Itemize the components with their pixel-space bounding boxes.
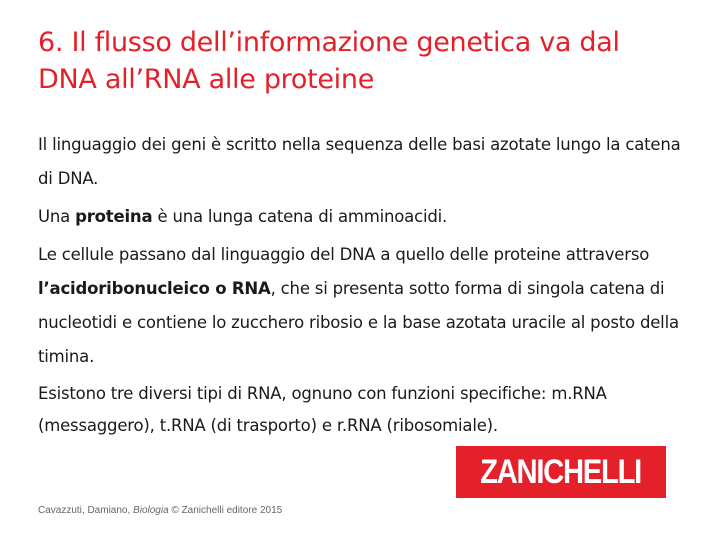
paragraph-protein-after: è una lunga catena di amminoacidi. — [152, 207, 448, 226]
slide-title-line-2: DNA all’RNA alle proteine — [38, 64, 375, 95]
slide-title-line-1: 6. Il flusso dell’informazione genetica va dal — [38, 27, 620, 58]
footer-before: Cavazzuti, Damiano, — [38, 505, 134, 516]
paragraph-protein-bold: proteina — [75, 207, 153, 226]
paragraph-protein-before: Una — [38, 207, 76, 226]
paragraph-rna-bold: l’acidoribonucleico o RNA — [38, 279, 271, 298]
footer-credit — [38, 505, 282, 516]
footer-italic: Biologia — [133, 505, 169, 516]
paragraph-rna-before: Le cellule passano dal linguaggio del DNA a quello delle proteine attraverso — [38, 245, 650, 264]
paragraph-rna — [38, 238, 698, 374]
paragraph-rna-types: Esistono tre diversi tipi di RNA, ognuno con funzioni specifiche: m.RNA (messaggero), t.RNA (di trasporto) e r.RNA (ribosomiale). — [38, 384, 607, 435]
footer-after: © Zanichelli editore 2015 — [168, 505, 283, 516]
paragraph-dna-language: Il linguaggio dei geni è scritto nella sequenza delle basi azotate lungo la catena di DNA. — [38, 135, 681, 188]
logo-text: ZANICHELLI — [480, 452, 642, 491]
paragraph-rna-after: , che si presenta sotto forma di singola catena di nucleotidi e contiene lo zucchero ribosio e la base azotata uracile al posto della timina. — [38, 279, 679, 366]
slide-title — [38, 24, 698, 98]
zanichelli-logo — [456, 446, 666, 498]
paragraph-protein — [38, 200, 698, 234]
slide-body — [38, 128, 698, 446]
